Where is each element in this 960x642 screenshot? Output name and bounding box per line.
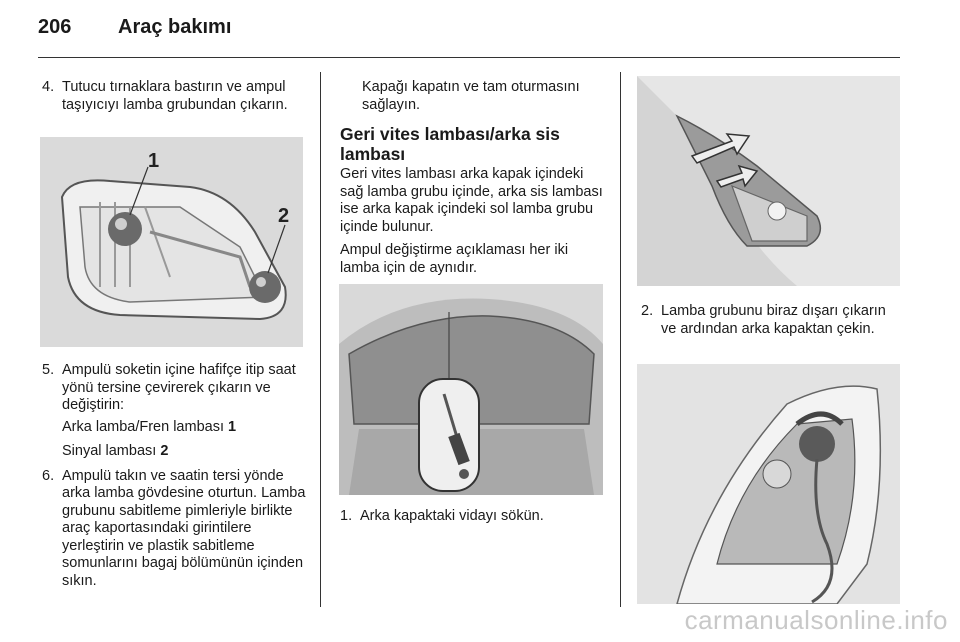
bulb-socket-illustration <box>637 364 900 604</box>
step-number: 1. <box>340 508 353 524</box>
lamp-removal-illustration <box>637 76 900 286</box>
step-text: Ampulü takın ve saatin tersi yönde arka lamba gövdesine oturtun. Lamba grubunu sabitleme pimleriyle birlikte araç kaportasındaki girintilere yerleştirin ve plastik sabitleme somunlarını bagaj bölümünün içinden sıkın. <box>62 467 306 589</box>
bulb-label: Arka lamba/Fren lambası <box>62 418 224 435</box>
zoom-inset <box>419 379 479 491</box>
figure-bulb-socket <box>637 364 900 604</box>
step-number: 6. <box>42 467 55 484</box>
step-text: Lamba grubunu biraz dışarı çıkarın ve ardından arka kapaktan çekin. <box>661 303 886 337</box>
bulb-entry-1 <box>42 419 306 437</box>
header-rule <box>38 57 900 58</box>
close-cover-note: Kapağı kapatın ve tam oturmasını sağlayın. <box>362 79 580 113</box>
step-2 <box>641 303 903 338</box>
bulb-entry-2 <box>42 443 306 461</box>
column-divider-1 <box>320 72 321 607</box>
step-text: Arka kapaktaki vidayı sökün. <box>360 508 544 524</box>
figure-tail-lamp-bulbs <box>40 137 303 347</box>
tailgate-illustration <box>339 284 603 495</box>
column-1-lower <box>42 362 306 594</box>
column-2-lower <box>340 508 604 530</box>
step-5 <box>42 362 306 415</box>
bulb-number: 2 <box>160 443 169 459</box>
step-number: 4. <box>42 79 55 95</box>
step-1 <box>340 508 604 526</box>
step-number: 5. <box>42 362 55 378</box>
callout-1: 1 <box>148 150 160 172</box>
step-text: Tutucu tırnaklara bastırın ve ampul taşıyıcıyı lamba grubundan çıkarın. <box>62 79 288 113</box>
step-4 <box>42 79 306 114</box>
section-paragraph-1: Geri vites lambası arka kapak içindeki sağ lamba grubu içinde, arka sis lambası ise arka kapak içindeki sol lamba grubu içinde bulunur. <box>340 166 603 235</box>
step-text: Ampulü soketin içine hafifçe itip saat yönü tersine çevirerek çıkarın ve değiştirin: <box>62 362 296 413</box>
figure-tailgate-screw <box>339 284 603 495</box>
watermark: carmanualsonline.info <box>684 605 948 635</box>
column-3 <box>641 303 903 342</box>
column-2 <box>340 79 604 283</box>
figure-lamp-removal <box>637 76 900 286</box>
column-divider-2 <box>620 72 621 607</box>
section-heading: Geri vites lambası/arka sis lambası <box>340 124 560 164</box>
page-title: Araç bakımı <box>118 16 232 38</box>
tail-lamp-illustration <box>40 137 303 347</box>
bulb-label: Sinyal lambası <box>62 443 157 459</box>
column-1 <box>42 79 306 118</box>
section-paragraph-2: Ampul değiştirme açıklaması her iki lamba için de aynıdır. <box>340 242 569 276</box>
bulb-number: 1 <box>228 418 237 435</box>
page-number: 206 <box>38 16 72 38</box>
step-6 <box>42 468 306 591</box>
callout-2: 2 <box>278 205 290 227</box>
step-number: 2. <box>641 303 654 319</box>
page-header <box>38 16 232 39</box>
